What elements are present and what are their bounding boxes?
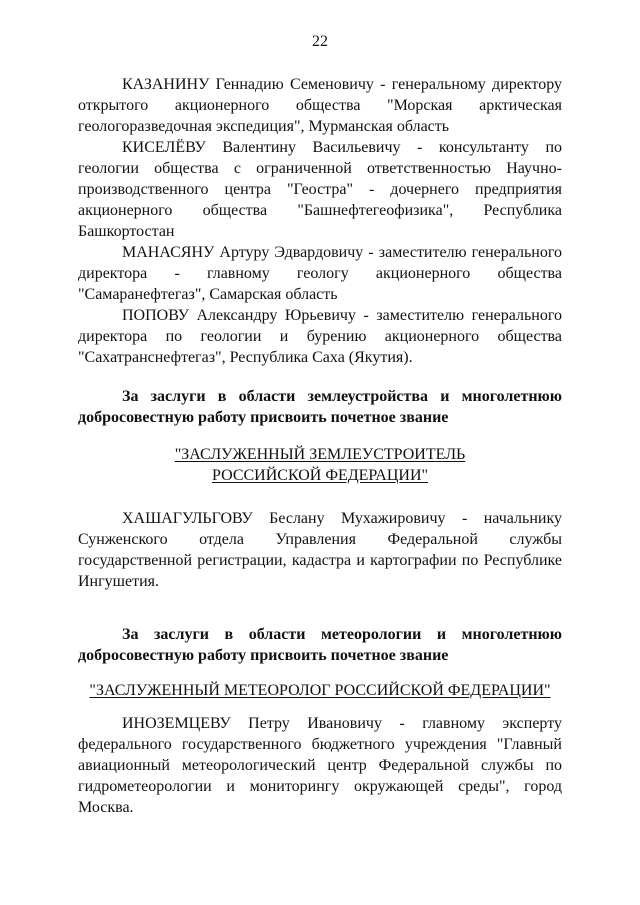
awardee-entry: КИСЕЛЁВУ Валентину Васильевичу - консультанту по геологии общества с ограниченной ответственностью Научно-производственного центра "Геостра" - дочернего предприятия акционерного общества "Башнефтегеофизика", Республика Башкортостан [78, 139, 562, 240]
awardee-entry: ХАШАГУЛЬГОВУ Беслану Мухажировичу - начальнику Сунженского отдела Управления Федеральной службы государственной регистрации, кадастра и картографии по Республике Ингушетия. [78, 510, 562, 590]
awardee-entry: ПОПОВУ Александру Юрьевичу - заместителю генерального директора по геологии и бурению акционерного общества "Сахатранснефтегаз", Республика Саха (Якутия). [78, 307, 562, 366]
awardee-list-geology [78, 74, 562, 368]
awardee-entry: МАНАСЯНУ Артуру Эдвардовичу - заместителю генерального директора - главному геологу акционерного общества "Самаранефтегаз", Самарская область [78, 244, 562, 303]
awardee-list-land [78, 508, 562, 592]
section-intro-land [78, 386, 562, 428]
award-title-meteorology [78, 680, 562, 701]
award-title-land [78, 444, 562, 486]
award-title-line: РОССИЙСКОЙ ФЕДЕРАЦИИ" [211, 467, 429, 484]
awardee-entry: ИНОЗЕМЦЕВУ Петру Ивановичу - главному эксперту федерального государственного бюджетного учреждения "Главный авиационный метеорологический центр Федеральной службы по гидрометеорологии и мониторингу окружающей среды", город Москва. [78, 715, 562, 816]
section-intro-meteorology [78, 624, 562, 666]
award-title-line: "ЗАСЛУЖЕННЫЙ МЕТЕОРОЛОГ РОССИЙСКОЙ ФЕДЕРАЦИИ" [89, 682, 551, 699]
award-intro-text: За заслуги в области метеорологии и многолетнюю добросовестную работу присвоить почетное звание [78, 626, 562, 664]
awardee-entry: КАЗАНИНУ Геннадию Семеновичу - генеральному директору открытого акционерного общества "Морская арктическая геологоразведочная экспедиция", Мурманская область [78, 76, 562, 135]
award-intro-text: За заслуги в области землеустройства и многолетнюю добросовестную работу присвоить почетное звание [78, 388, 562, 426]
awardee-list-meteorology [78, 713, 562, 818]
award-title-line: "ЗАСЛУЖЕННЫЙ ЗЕМЛЕУСТРОИТЕЛЬ [174, 446, 466, 463]
page-number: 22 [312, 33, 328, 50]
